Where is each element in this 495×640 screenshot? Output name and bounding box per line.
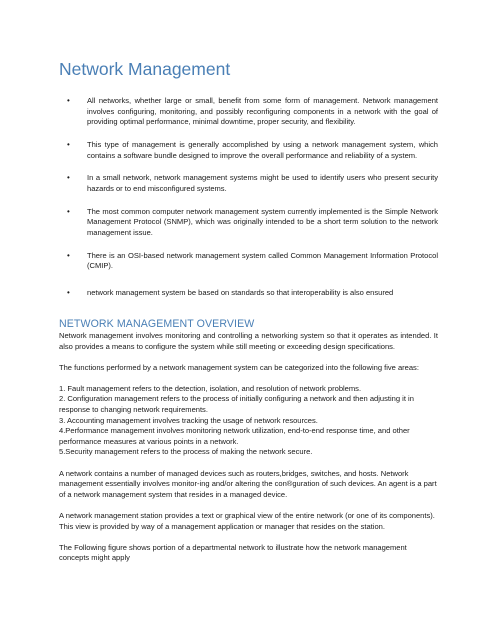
list-item <box>59 173 438 194</box>
bullet-text: There is an OSI-based network management system called Common Management Information Protocol (CMIP). <box>87 250 438 271</box>
list-item <box>59 207 438 239</box>
functions-intro: The functions performed by a network management system can be categorized into the following five areas: <box>59 363 419 373</box>
bullet-icon: • <box>67 139 70 149</box>
bullet-icon: • <box>67 96 70 105</box>
area-accounting: 3. Accounting management involves tracking the usage of network resources. <box>59 415 318 425</box>
list-item <box>59 140 438 161</box>
bullet-text: This type of management is generally accomplished by using a network management system, which contains a software bundle designed to improve the overall performance and reliability of a system. <box>87 139 438 160</box>
paragraph-station: A network management station provides a text or graphical view of the entire network (or one of its components). This view is provided by way of a management application or manager that resides on the station. <box>59 510 435 531</box>
bullet-text: In a small network, network management systems might be used to identify users who present security hazards or to end misconfigured systems. <box>87 173 438 193</box>
overview-intro: Network management involves monitoring and controlling a networking system so that it operates as intended. It also provides a means to configure the system while still meeting or exceeding design specifications. <box>59 331 438 352</box>
bullet-icon: • <box>67 250 70 260</box>
area-security: 5.Security management refers to the process of making the network secure. <box>59 447 313 457</box>
list-item <box>59 251 438 272</box>
list-item <box>59 96 438 128</box>
area-configuration: 2. Configuration management refers to the process of initially configuring a network and then adjusting it in response to changing network requirements. <box>59 394 414 415</box>
section-heading: NETWORK MANAGEMENT OVERVIEW <box>59 318 255 331</box>
area-performance: 4.Performance management involves monitoring network utilization, end-to-end response time, and other performance measures at various points in a network. <box>59 426 410 446</box>
bullet-text: All networks, whether large or small, benefit from some form of management. Network management involves configuring, monitoring, and possibly reconfiguring components in a network with the goal of providing optimal performance, minimal downtime, proper security, and flexibility. <box>87 96 438 127</box>
paragraph-figure: The Following figure shows portion of a departmental network to illustrate how the network management concepts might apply <box>59 542 407 563</box>
paragraph-devices: A network contains a number of managed devices such as routers,bridges, switches, and hosts. Network management essentially involves monitor-ing and/or altering the con®guration of such devices. An agent is a part of a network management system that resides in a managed device. <box>59 468 437 499</box>
bullet-text: The most common computer network management system currently implemented is the Simple Network Management Protocol (SNMP), which was originally intended to be a short term solution to the network management issue. <box>87 206 438 237</box>
bullet-list <box>59 96 438 298</box>
bullet-icon: • <box>67 173 70 183</box>
page-title: Network Management <box>59 59 231 79</box>
list-item <box>59 288 438 299</box>
bullet-text: network management system be based on standards so that interoperability is also ensured <box>87 287 394 297</box>
bullet-icon: • <box>67 287 70 297</box>
area-fault: 1. Fault management refers to the detection, isolation, and resolution of network problems. <box>59 383 362 393</box>
bullet-icon: • <box>67 206 70 216</box>
